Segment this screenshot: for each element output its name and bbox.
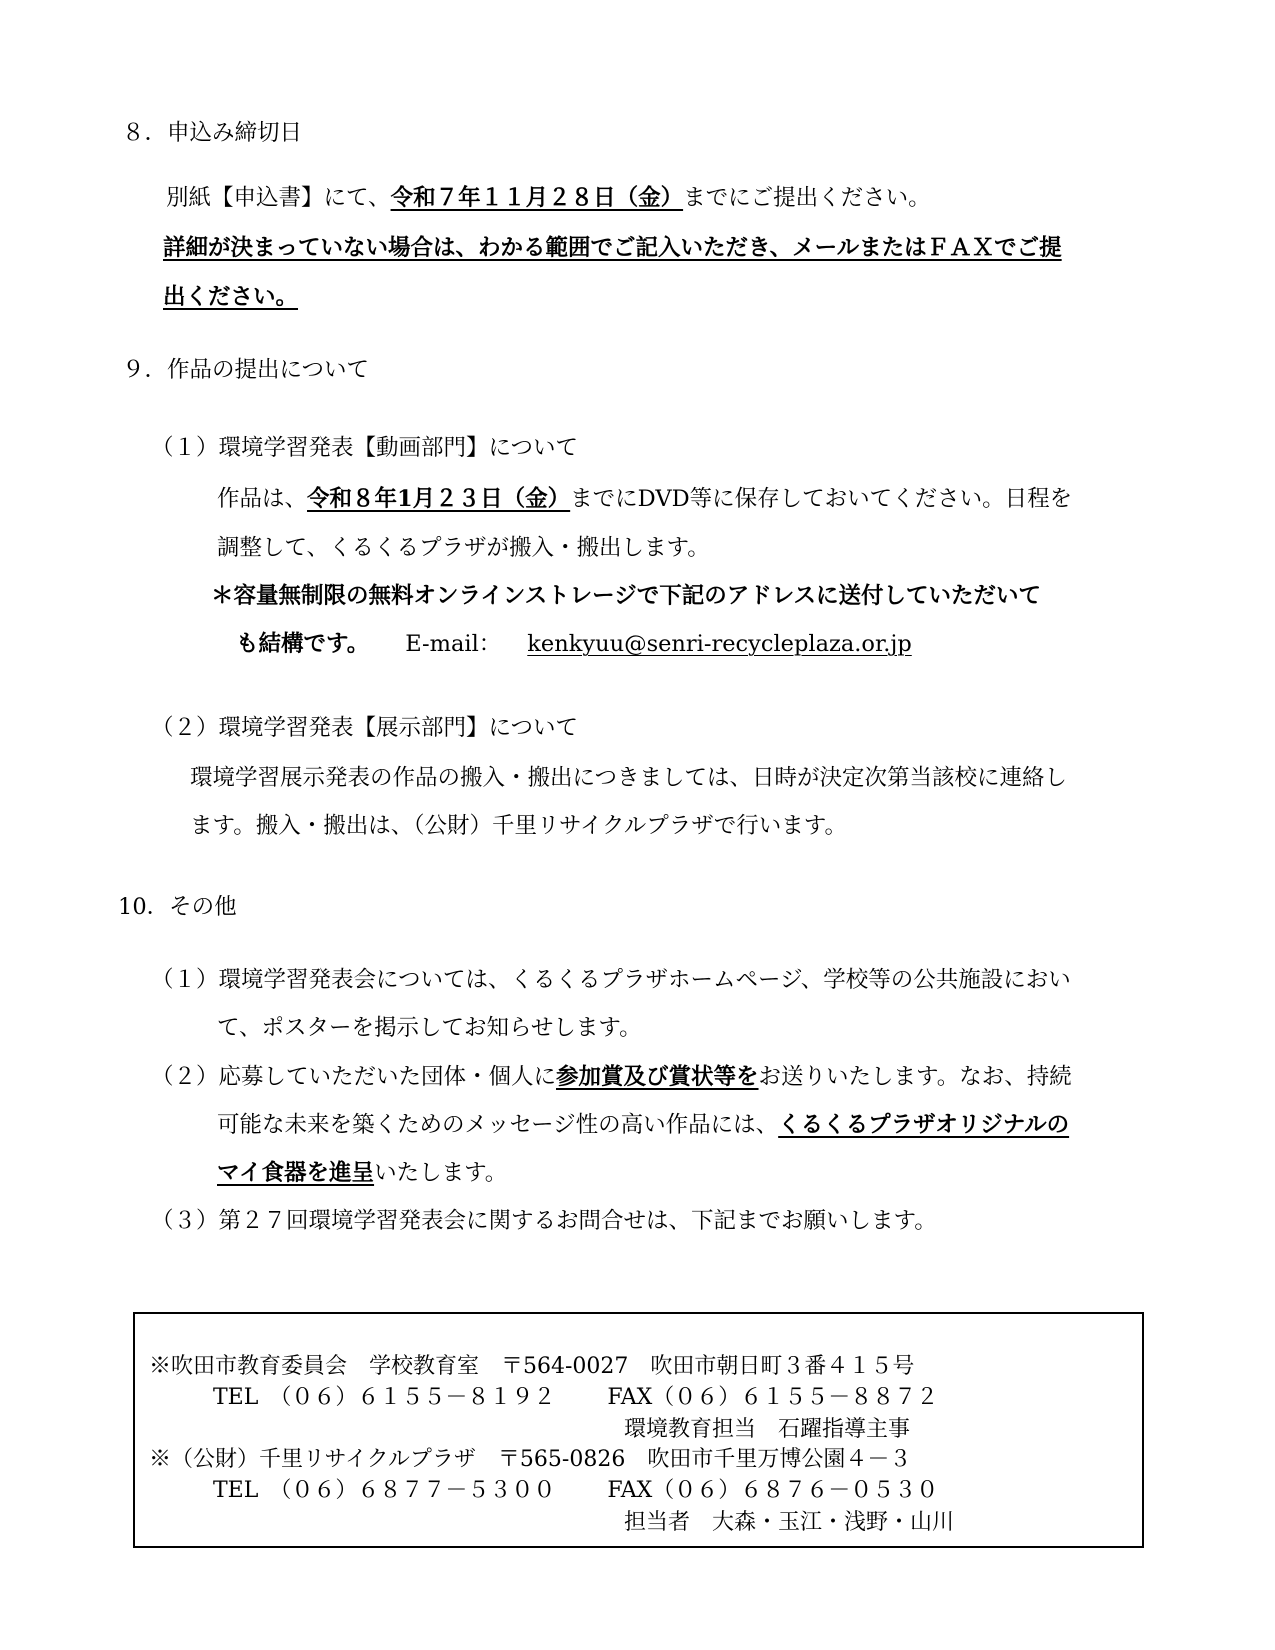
tel-number: TEL （０６）６１５５－８１９２	[213, 1385, 556, 1410]
section-8-line-1	[166, 183, 931, 213]
section-10-3-line: （３）第２７回環境学習発表会に関するお問合せは、下記までお願いします。	[151, 1208, 937, 1234]
section-8-line-3: 出ください。	[163, 284, 299, 310]
contact-line-4: ※（公財）千里リサイクルプラザ 〒565-0826 吹田市千里万博公園４－３	[149, 1447, 912, 1472]
contact-line-1: ※吹田市教育委員会 学校教育室 〒564-0027 吹田市朝日町３番４１５号	[149, 1354, 915, 1379]
text-segment: 作品は、	[217, 486, 308, 512]
email-label: E-mail：	[405, 631, 502, 657]
award-text: 参加賞及び賞状等を	[556, 1064, 759, 1090]
contact-line-5	[213, 1476, 938, 1506]
contact-line-2	[213, 1383, 938, 1413]
contact-line-3: 環境教育担当 石躍指導主事	[624, 1417, 911, 1442]
section-9-1-line-4	[236, 629, 912, 659]
section-10-2-line-2	[217, 1110, 1069, 1140]
deadline-date: 令和７年１１月２８日（金）	[390, 185, 684, 211]
section-10-1-line-1: （１）環境学習発表会については、くるくるプラザホームページ、学校等の公共施設におい	[151, 967, 1071, 993]
section-9-heading: ９．作品の提出について	[122, 357, 370, 383]
section-9-1-line-1	[217, 484, 1072, 514]
text-segment: いたします。	[374, 1160, 508, 1186]
video-deadline-date: 令和８年1月２３日（金）	[307, 486, 571, 512]
section-8-line-2: 詳細が決まっていない場合は、わかる範囲でご記入いただき、メールまたはＦＡＸでご提	[163, 235, 1062, 261]
section-10-heading: 10．その他	[118, 894, 237, 920]
section-8-heading: ８．申込み締切日	[122, 120, 303, 146]
fax-number: FAX（０６）６８７６－０５３０	[607, 1478, 939, 1503]
section-10-2-line-1	[151, 1062, 1072, 1092]
tableware-gift-text: マイ食器を進呈	[217, 1160, 375, 1186]
section-10-2-line-3	[217, 1158, 507, 1188]
text-segment: 別紙【申込書】にて、	[166, 185, 391, 211]
section-9-1-line-3: ＊容量無制限の無料オンラインストレージで下記のアドレスに送付していただいて	[211, 583, 1042, 609]
tel-number: TEL （０６）６８７７－５３００	[213, 1478, 556, 1503]
contact-box	[133, 1312, 1144, 1548]
section-9-2-title: （２）環境学習発表【展示部門】について	[151, 715, 579, 741]
section-9-1-title: （１）環境学習発表【動画部門】について	[151, 435, 579, 461]
text-segment: （２）応募していただいた団体・個人に	[151, 1064, 557, 1090]
original-tableware-text: くるくるプラザオリジナルの	[778, 1112, 1070, 1138]
contact-line-6: 担当者 大森・玉江・浅野・山川	[624, 1510, 955, 1535]
text-segment: 可能な未来を築くためのメッセージ性の高い作品には、	[217, 1112, 779, 1138]
text-segment: までにご提出ください。	[683, 185, 931, 211]
text-segment: までにDVD等に保存しておいてください。日程を	[570, 486, 1073, 512]
section-10-1-line-2: て、ポスターを掲示してお知らせします。	[217, 1015, 642, 1041]
section-9-1-line-2: 調整して、くるくるプラザが搬入・搬出します。	[217, 535, 710, 561]
email-link[interactable]: kenkyuu@senri-recycleplaza.or.jp	[527, 631, 912, 657]
text-segment: お送りいたします。なお、持続	[758, 1064, 1072, 1090]
section-9-2-line-1: 環境学習展示発表の作品の搬入・搬出につきましては、日時が決定次第当該校に連絡し	[190, 765, 1068, 791]
text-segment: も結構です。	[236, 631, 370, 657]
section-9-2-line-2: ます。搬入・搬出は、（公財）千里リサイクルプラザで行います。	[190, 813, 848, 839]
fax-number: FAX（０６）６１５５－８８７２	[607, 1385, 939, 1410]
